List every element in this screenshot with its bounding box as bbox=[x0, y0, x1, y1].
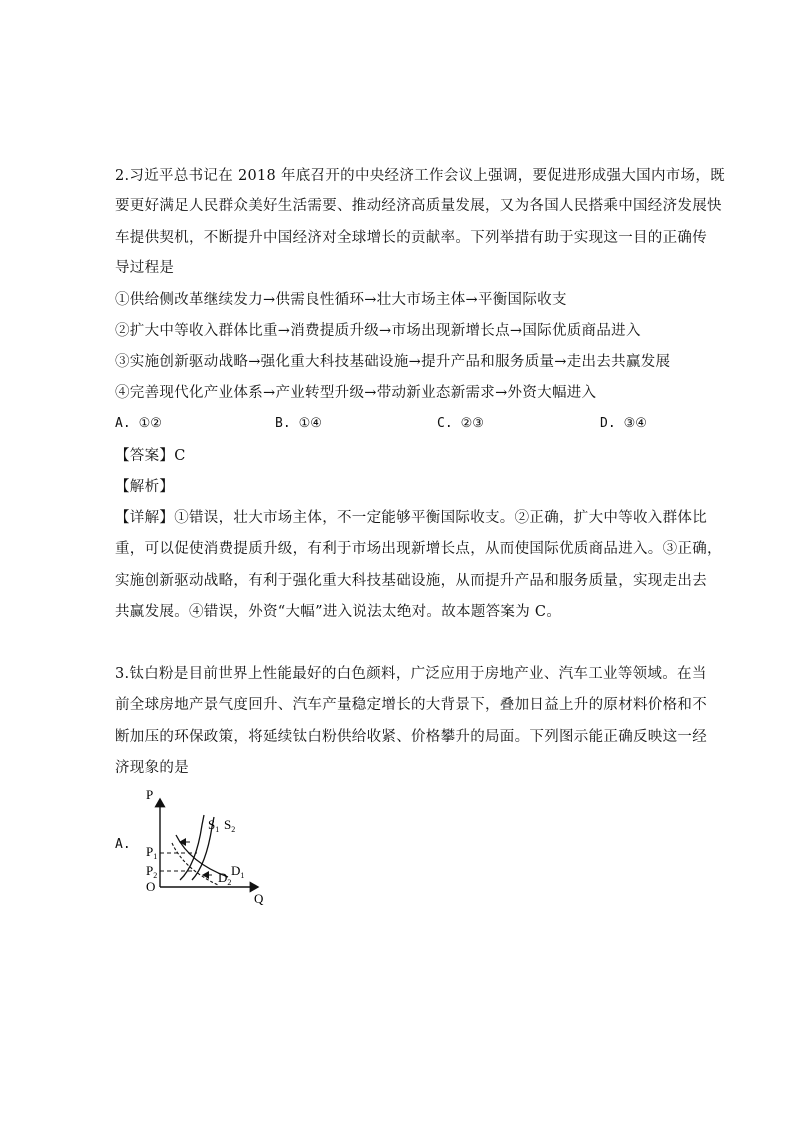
q2-answer: 【答案】C bbox=[115, 448, 186, 464]
s1-letter: S bbox=[208, 817, 216, 832]
p2-subscript: 2 bbox=[153, 871, 158, 880]
d2-subscript: 2 bbox=[227, 878, 232, 887]
s2-label bbox=[224, 817, 235, 834]
p2-label bbox=[146, 863, 157, 880]
option-text: ③④ bbox=[623, 416, 647, 431]
q2-option-d bbox=[600, 414, 647, 434]
q2-statement-1: ①供给侧改革继续发力→供需良性循环→壮大市场主体→平衡国际收支 bbox=[115, 292, 567, 308]
q3-stem-line: 济现象的是 bbox=[115, 760, 189, 776]
q2-statement-4: ④完善现代化产业体系→产业转型升级→带动新业态新需求→外资大幅进入 bbox=[115, 385, 597, 401]
y-axis-label: P bbox=[146, 787, 154, 802]
option-label: B. bbox=[275, 416, 291, 431]
q2-analysis-heading: 【解析】 bbox=[115, 479, 175, 495]
option-text: ①② bbox=[138, 416, 162, 431]
q2-detail-line: 【详解】①错误，壮大市场主体，不一定能够平衡国际收支。②正确，扩大中等收入群体比 bbox=[115, 510, 707, 526]
p2-letter: P bbox=[146, 863, 154, 878]
q2-statement-3: ③实施创新驱动战略→强化重大科技基础设施→提升产品和服务质量→走出去共赢发展 bbox=[115, 354, 671, 370]
q2-option-c bbox=[437, 414, 484, 434]
option-label: A. bbox=[115, 837, 131, 852]
option-label: C. bbox=[437, 416, 453, 431]
s2-subscript: 2 bbox=[231, 825, 236, 834]
q2-stem-line: 要更好满足人民群众美好生活需要、推动经济高质量发展，又为各国人民搭乘中国经济发展快 bbox=[115, 198, 722, 214]
s2-letter: S bbox=[224, 817, 232, 832]
d2-letter: D bbox=[218, 870, 228, 885]
q2-option-b bbox=[275, 414, 322, 434]
p1-letter: P bbox=[146, 844, 154, 859]
s1-subscript: 1 bbox=[215, 825, 220, 834]
origin-label: O bbox=[146, 879, 156, 894]
q3-option-a-label bbox=[115, 835, 139, 855]
q3-stem-line: 前全球房地产景气度回升、汽车产量稳定增长的大背景下，叠加日益上升的原材料价格和不 bbox=[115, 697, 707, 713]
q2-option-a bbox=[115, 414, 162, 434]
q2-stem-line: 导过程是 bbox=[115, 260, 175, 276]
q3-stem-line: 断加压的环保政策，将延续钛白粉供给收紧、价格攀升的局面。下列图示能正确反映这一经 bbox=[115, 729, 707, 745]
q2-stem-line: 2.习近平总书记在 2018 年底召开的中央经济工作会议上强调，要促进形成强大国内市场，既 bbox=[115, 168, 725, 184]
q2-statement-2: ②扩大中等收入群体比重→消费提质升级→市场出现新增长点→国际优质商品进入 bbox=[115, 323, 641, 339]
q2-detail-line: 实施创新驱动战略，有利于强化重大科技基础设施，从而提升产品和服务质量，实现走出去 bbox=[115, 573, 707, 589]
s1-label bbox=[208, 817, 219, 834]
d1-label bbox=[231, 863, 244, 880]
p1-label bbox=[146, 844, 157, 861]
d1-letter: D bbox=[231, 863, 241, 878]
p1-subscript: 1 bbox=[153, 852, 158, 861]
d1-subscript: 1 bbox=[240, 871, 245, 880]
q2-detail-line: 共赢发展。④错误，外资“大幅”进入说法太绝对。故本题答案为 C。 bbox=[115, 604, 562, 620]
demand-curve-d2 bbox=[172, 843, 218, 885]
q2-stem-line: 车提供契机，不断提升中国经济对全球增长的贡献率。下列举措有助于实现这一目的正确传 bbox=[115, 230, 707, 246]
supply-demand-graph bbox=[140, 785, 270, 905]
q2-detail-line: 重，可以促使消费提质升级，有利于市场出现新增长点，从而使国际优质商品进入。③正确， bbox=[115, 541, 722, 557]
q3-stem-line: 3.钛白粉是目前世界上性能最好的白色颜料，广泛应用于房地产业、汽车工业等领域。在当 bbox=[115, 666, 707, 682]
x-axis-label: Q bbox=[254, 891, 264, 905]
d2-label bbox=[218, 870, 231, 887]
option-label: A. bbox=[115, 416, 131, 431]
option-label: D. bbox=[600, 416, 616, 431]
option-text: ②③ bbox=[460, 416, 484, 431]
option-text: ①④ bbox=[298, 416, 322, 431]
